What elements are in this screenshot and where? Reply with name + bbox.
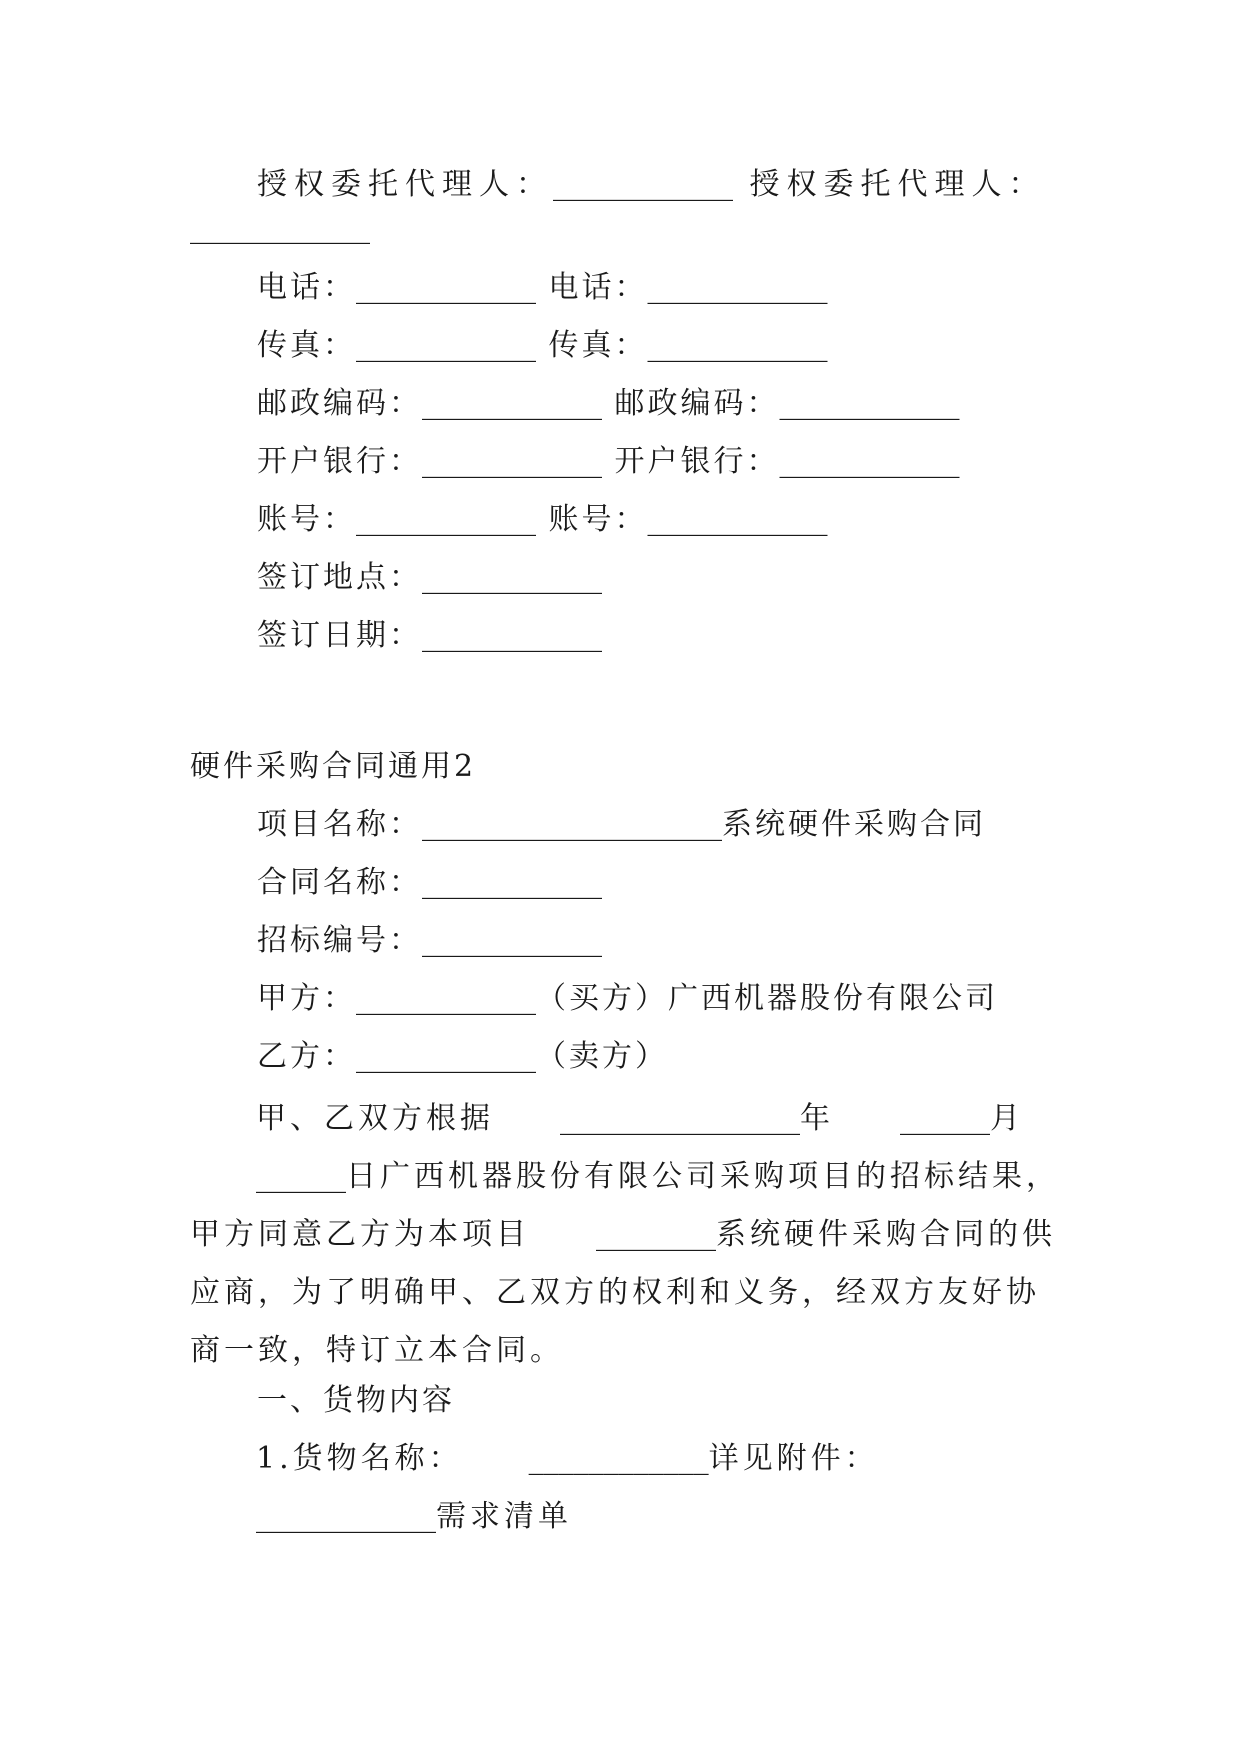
sign-date-row bbox=[257, 616, 602, 656]
contract-name-label: 合同名称： bbox=[257, 865, 422, 900]
bank-blank-a: ____________ bbox=[422, 444, 602, 479]
fax-blank-b: ____________ bbox=[647, 328, 828, 363]
party-a-suffix: （买方）广西机器股份有限公司 bbox=[536, 981, 998, 1016]
intro-year: 年 bbox=[800, 1101, 834, 1136]
authorized-agent-label-b: 授权委托代理人： bbox=[749, 167, 1046, 202]
intro-blank-basis: ________________ bbox=[560, 1101, 800, 1136]
sign-date-label: 签订日期： bbox=[257, 618, 422, 653]
goods-name-blank: ____________ bbox=[528, 1441, 709, 1476]
account-blank-b: ____________ bbox=[647, 502, 828, 537]
postcode-label-a: 邮政编码： bbox=[257, 386, 422, 421]
goods-heading: 一、货物内容 bbox=[257, 1383, 455, 1418]
project-name-blank: ____________________ bbox=[422, 807, 722, 842]
goods-name-paragraph bbox=[190, 1430, 1060, 1546]
intro-blank-month: ______ bbox=[900, 1101, 990, 1136]
contract-name-row bbox=[257, 863, 602, 903]
goods-requirement-list: 需求清单 bbox=[436, 1499, 572, 1534]
account-label-b: 账号： bbox=[548, 502, 648, 537]
party-a-label: 甲方： bbox=[257, 981, 356, 1016]
fax-row bbox=[257, 326, 828, 366]
sign-place-label: 签订地点： bbox=[257, 560, 422, 595]
intro-part-3: 系统硬件采购合同的供应商，为了明确甲、乙双方的权利和义务，经双方友好协商一致，特订立本合同。 bbox=[190, 1217, 1056, 1368]
intro-paragraph bbox=[190, 1090, 1060, 1380]
party-b-row bbox=[257, 1037, 668, 1077]
postcode-row bbox=[257, 384, 960, 424]
phone-label-a: 电话： bbox=[257, 270, 356, 305]
intro-blank-day: ______ bbox=[256, 1159, 346, 1194]
goods-attachment-blank: ____________ bbox=[256, 1499, 436, 1534]
authorized-agent-blank-b: ____________ bbox=[190, 210, 370, 245]
intro-part-2: 日广西机器股份有限公司采购项目的招标结果，甲方同意乙方为本项目 bbox=[190, 1159, 1060, 1252]
sign-date-blank: ____________ bbox=[422, 618, 602, 653]
party-a-blank: ____________ bbox=[356, 981, 536, 1016]
authorized-agent-blank-b-row bbox=[190, 208, 370, 248]
section-title: 硬件采购合同通用2 bbox=[190, 749, 477, 784]
goods-see-attachment: 详见附件： bbox=[708, 1441, 879, 1476]
bank-blank-b: ____________ bbox=[779, 444, 960, 479]
project-name-label: 项目名称： bbox=[257, 807, 422, 842]
goods-name-label: 1.货物名称： bbox=[256, 1441, 463, 1476]
bank-label-a: 开户银行： bbox=[257, 444, 422, 479]
fax-label-a: 传真： bbox=[257, 328, 356, 363]
phone-blank-a: ____________ bbox=[356, 270, 536, 305]
bank-row bbox=[257, 442, 960, 482]
authorized-agent-blank-a: ____________ bbox=[553, 167, 733, 202]
contract-name-blank: ____________ bbox=[422, 865, 602, 900]
party-b-label: 乙方： bbox=[257, 1039, 356, 1074]
fax-blank-a: ____________ bbox=[356, 328, 536, 363]
phone-blank-b: ____________ bbox=[647, 270, 828, 305]
project-name-row bbox=[257, 805, 986, 845]
account-row bbox=[257, 500, 828, 540]
tender-number-blank: ____________ bbox=[422, 923, 602, 958]
authorized-agent-row bbox=[257, 165, 1046, 205]
bank-label-b: 开户银行： bbox=[614, 444, 780, 479]
project-name-suffix: 系统硬件采购合同 bbox=[722, 807, 986, 842]
postcode-blank-b: ____________ bbox=[779, 386, 960, 421]
sign-place-blank: ____________ bbox=[422, 560, 602, 595]
intro-month: 月 bbox=[990, 1101, 1024, 1136]
intro-blank-project: ________ bbox=[596, 1217, 716, 1252]
party-a-row bbox=[257, 979, 998, 1019]
fax-label-b: 传真： bbox=[548, 328, 648, 363]
phone-row bbox=[257, 268, 828, 308]
sign-place-row bbox=[257, 558, 602, 598]
authorized-agent-label-a: 授权委托代理人： bbox=[257, 167, 553, 202]
intro-part-1: 甲、乙双方根据 bbox=[256, 1101, 494, 1136]
postcode-blank-a: ____________ bbox=[422, 386, 602, 421]
tender-number-row bbox=[257, 921, 602, 961]
account-blank-a: ____________ bbox=[356, 502, 536, 537]
postcode-label-b: 邮政编码： bbox=[614, 386, 780, 421]
account-label-a: 账号： bbox=[257, 502, 356, 537]
tender-number-label: 招标编号： bbox=[257, 923, 422, 958]
party-b-suffix: （卖方） bbox=[536, 1039, 668, 1074]
party-b-blank: ____________ bbox=[356, 1039, 536, 1074]
phone-label-b: 电话： bbox=[548, 270, 648, 305]
